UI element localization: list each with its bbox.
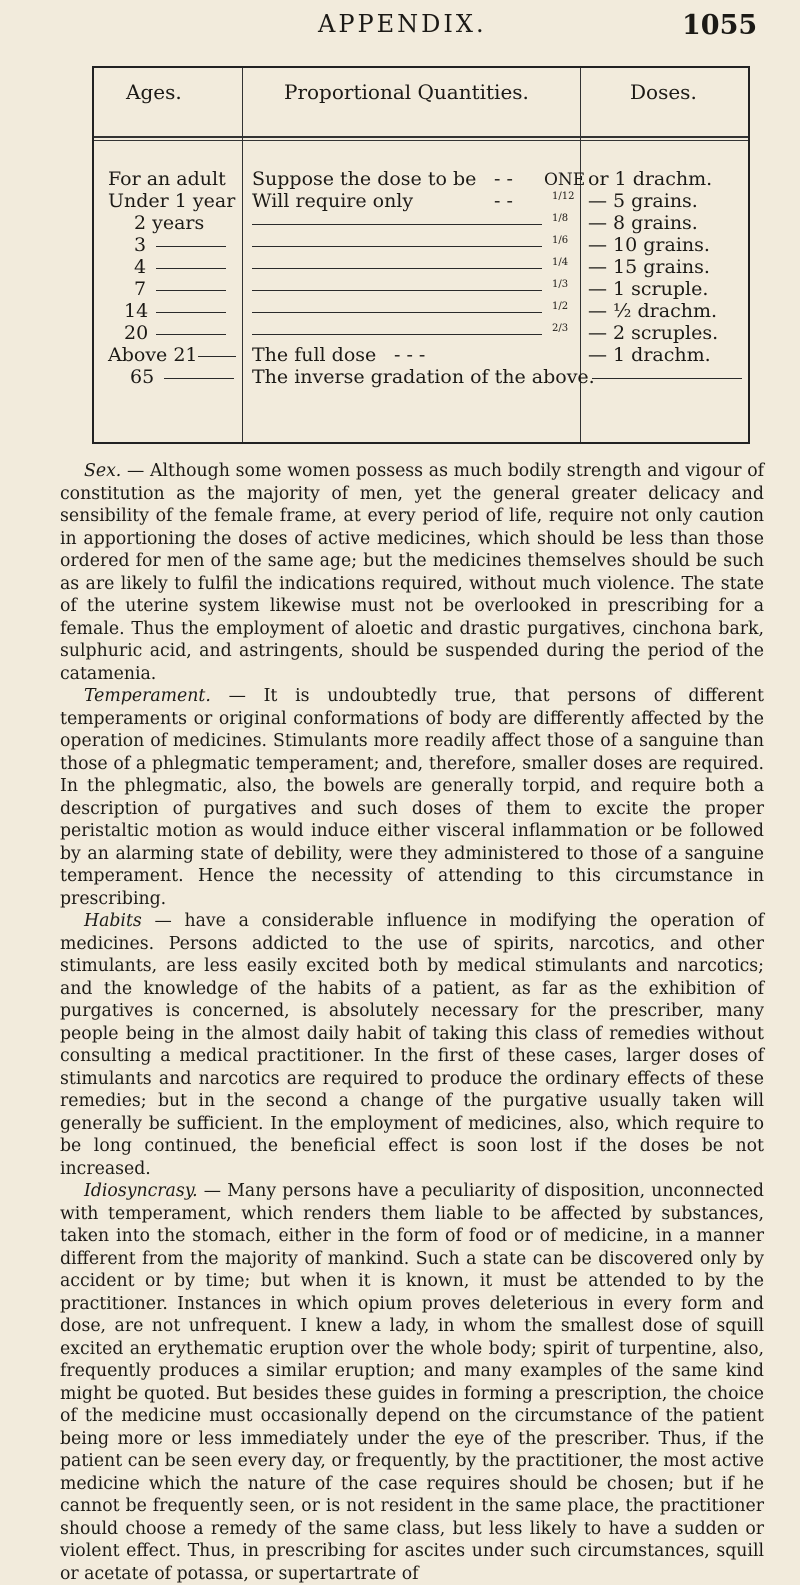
- row-dose: — 5 grains.: [588, 190, 698, 212]
- col-header-quantities: Proportional Quantities.: [284, 80, 529, 104]
- row-fraction: 1/6: [552, 235, 569, 246]
- row-age: 3: [134, 234, 147, 256]
- paragraph-text: — have a considerable influence in modifying the operation of medicines. Persons addicted to the use of spirits, narcotics, and other stimulants, are less easily excited both by medical stimulants and narcotics; and the knowledge of the habits of a patient, as far as the exhibition of purgatives is concerned, is absolutely necessary for the prescriber, many people being in the almost daily habit of taking this class of remedies without consulting a medical practitioner. In the first of these cases, larger doses of stimulants and narcotics are required to produce the ordinary effects of these remedies; but in the second a change of the purgative usually taken will generally be sufficient. In the employment of medicines, also, which require to be long continued, the beneficial effect is soon lost if the doses be not increased.: [60, 911, 764, 1179]
- row-dash: - -: [494, 190, 513, 212]
- ditto-rule: [252, 334, 542, 335]
- header-rule: [94, 136, 748, 138]
- row-age: 7: [134, 278, 147, 300]
- row-dose: — 10 grains.: [588, 234, 710, 256]
- paragraph-idiosyncrasy: [60, 1180, 764, 1585]
- row-fraction: 1/3: [552, 279, 569, 290]
- row-fraction: ONE: [544, 170, 586, 190]
- ditto-rule: [198, 356, 236, 357]
- ditto-rule: [156, 246, 226, 247]
- paragraph-text: — It is undoubtedly true, that persons of different temperaments or original conformations of body are differently affected by the operation of medicines. Stimulants more readily affect those of a sanguine than those of a phlegmatic temperament; and, therefore, smaller doses are required. In the phlegmatic, also, the bowels are generally torpid, and require both a description of purgatives and such doses of them to excite the proper peristaltic motion as would induce either visceral inflammation or be followed by an alarming state of debility, were they administered to those of a sanguine temperament. Hence the necessity of attending to this circumstance in prescribing.: [60, 686, 764, 909]
- ditto-rule: [156, 290, 226, 291]
- row-fraction: 2/3: [552, 323, 569, 334]
- header-rule: [94, 140, 748, 141]
- row-age: Under 1 year: [108, 190, 236, 212]
- dose-table: [92, 66, 750, 444]
- ditto-rule: [252, 224, 542, 225]
- paragraph-temperament: [60, 685, 764, 910]
- row-age: Above 21: [108, 344, 198, 366]
- row-dose: — 2 scruples.: [588, 322, 719, 344]
- row-quantity: The inverse gradation of the above.: [252, 366, 595, 388]
- paragraph-habits: [60, 910, 764, 1180]
- row-quantity: Will require only: [252, 190, 414, 212]
- paragraph-lead: Sex.: [84, 461, 122, 481]
- row-age: 4: [134, 256, 147, 278]
- ditto-rule: [592, 378, 742, 379]
- paragraph-lead: Habits: [84, 911, 142, 931]
- row-dose: — ½ drachm.: [588, 300, 718, 322]
- column-divider: [242, 68, 243, 442]
- ditto-rule: [156, 334, 226, 335]
- row-age: 14: [124, 300, 149, 322]
- paragraph-text: — Although some women possess as much bodily strength and vigour of constitution as the majority of men, yet the general greater delicacy and sensibility of the female frame, at every period of life, require not only caution in apportioning the doses of active medicines, which should be less than those ordered for men of the same age; but the medicines themselves should be such as are likely to fulfil the indications required, without much violence. The state of the uterine system likewise must not be overlooked in prescribing for a female. Thus the employment of aloetic and drastic purgatives, cinchona bark, sulphuric acid, and astringents, should be suspended during the period of the catamenia.: [60, 461, 764, 684]
- ditto-rule: [252, 290, 542, 291]
- row-age: For an adult: [108, 168, 226, 190]
- page-header: [0, 0, 800, 60]
- row-quantity: Suppose the dose to be: [252, 168, 477, 190]
- row-fraction: 1/2: [552, 301, 569, 312]
- ditto-rule: [252, 246, 542, 247]
- row-fraction: 1/8: [552, 213, 569, 224]
- row-dose: — 8 grains.: [588, 212, 698, 234]
- ditto-rule: [164, 378, 234, 379]
- row-dash: - - -: [394, 344, 426, 366]
- paragraph-text: — Many persons have a peculiarity of disposition, unconnected with temperament, which renders them liable to be affected by substances, taken into the stomach, either in the form of food or of medicine, in a manner different from the majority of mankind. Such a state can be discovered only by accident or by time; but when it is known, it must be attended to by the practitioner. Instances in which opium proves deleterious in every form and dose, are not unfrequent. I knew a lady, in whom the smallest dose of squill excited an erythematic eruption over the whole body; spirit of turpentine, also, frequently produces a similar eruption; and many examples of the same kind might be quoted. But besides these guides in forming a prescription, the choice of the medicine must occasionally depend on the circumstance of the patient being more or less immediately under the eye of the prescriber. Thus, if the patient can be seen every day, or frequently, by the practitioner, the most active medicine which the nature of the case requires should be chosen; but if he cannot be frequently seen, or is not resident in the same place, the practitioner should choose a remedy of the same class, but less likely to have a sudden or violent effect. Thus, in prescribing for ascites under such circumstances, squill or acetate of potassa, or supertartrate of: [60, 1181, 764, 1584]
- row-dash: - -: [494, 168, 513, 190]
- ditto-rule: [156, 312, 226, 313]
- running-title: APPENDIX.: [318, 10, 487, 38]
- body-text: [60, 460, 764, 1585]
- paragraph-lead: Idiosyncrasy.: [84, 1181, 198, 1201]
- row-dose: — 1 scruple.: [588, 278, 709, 300]
- row-dose: — 15 grains.: [588, 256, 710, 278]
- row-fraction: 1/4: [552, 257, 569, 268]
- paragraph-sex: [60, 460, 764, 685]
- row-dose: or 1 drachm.: [588, 168, 713, 190]
- ditto-rule: [252, 312, 542, 313]
- row-age: 2 years: [134, 212, 205, 234]
- ditto-rule: [252, 268, 542, 269]
- page-number: 1055: [682, 10, 758, 41]
- row-age: 20: [124, 322, 149, 344]
- row-fraction: 1/12: [552, 191, 575, 202]
- col-header-ages: Ages.: [126, 80, 182, 104]
- row-dose: — 1 drachm.: [588, 344, 711, 366]
- row-age: 65: [130, 366, 155, 388]
- ditto-rule: [156, 268, 226, 269]
- col-header-doses: Doses.: [630, 80, 697, 104]
- paragraph-lead: Temperament.: [84, 686, 211, 706]
- row-quantity: The full dose: [252, 344, 377, 366]
